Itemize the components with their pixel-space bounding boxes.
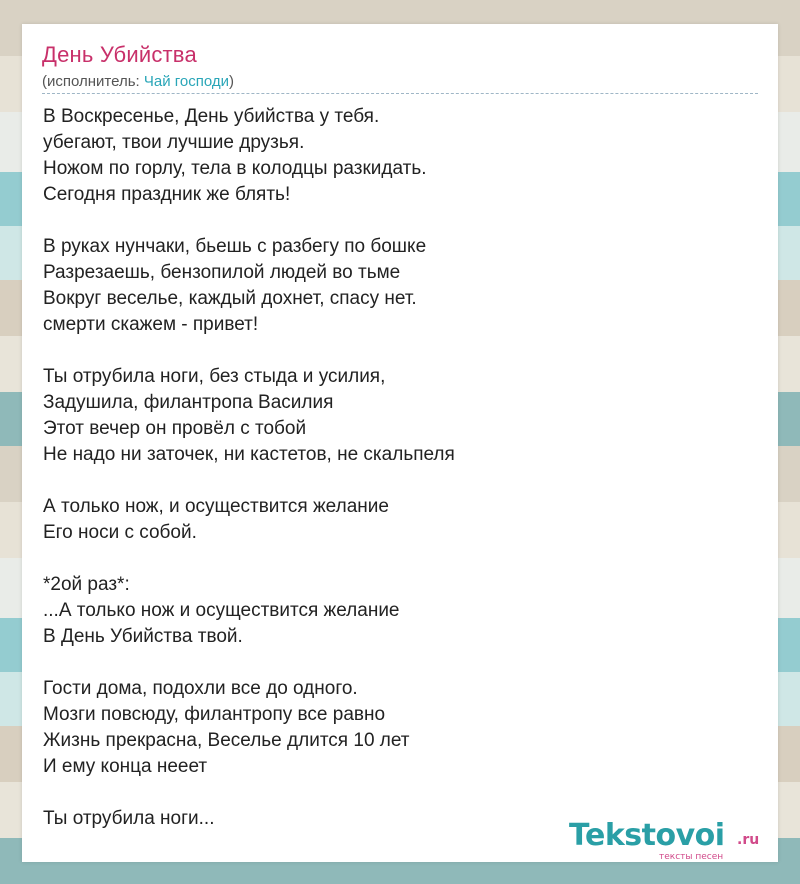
stanza-gap — [43, 208, 743, 234]
artist-prefix: (исполнитель: — [42, 73, 144, 90]
lyric-line: *2ой раз*: — [43, 574, 130, 595]
song-title: День Убийства — [42, 42, 197, 67]
logo-tagline: тексты песен — [659, 852, 724, 862]
logo-domain: .ru — [737, 832, 760, 848]
lyric-line: Жизнь прекрасна, Веселье длится 10 лет — [43, 730, 410, 751]
lyric-line: Мозги повсюду, филантропу все равно — [43, 704, 386, 725]
artist-line — [42, 73, 234, 90]
stanza-gap — [43, 650, 743, 676]
tekstovoi-logo[interactable] — [569, 818, 779, 866]
lyric-line: убегают, твои лучшие друзья. — [43, 132, 305, 153]
logo-wordmark: Tekstovoi — [569, 818, 725, 853]
lyric-line: смерти скажем - привет! — [43, 314, 259, 335]
artist-link[interactable]: Чай господи — [143, 73, 230, 90]
lyrics-body — [43, 104, 743, 832]
stanza-gap — [43, 338, 743, 364]
artist-suffix: ) — [229, 73, 235, 90]
lyric-line: Разрезаешь, бензопилой людей во тьме — [43, 262, 401, 283]
lyric-line: Ты отрубила ноги, без стыда и усилия, — [43, 366, 386, 387]
lyric-line: Сегодня праздник же блять! — [43, 184, 291, 205]
lyric-line: Его носи с собой. — [43, 522, 197, 543]
lyric-line: ...А только нож и осуществится желание — [43, 600, 400, 621]
lyric-line: Задушила, филантропа Василия — [43, 392, 334, 413]
lyric-line: Вокруг веселье, каждый дохнет, спасу нет. — [43, 288, 417, 309]
lyric-line: И ему конца нееет — [43, 756, 208, 777]
lyric-line: А только нож, и осуществится желание — [43, 496, 389, 517]
lyrics-card — [22, 24, 778, 862]
lyric-line: Ты отрубила ноги... — [43, 808, 215, 829]
lyric-line: В руках нунчаки, бьешь с разбегу по бошке — [43, 236, 427, 257]
stanza-gap — [43, 546, 743, 572]
lyric-line: Этот вечер он провёл с тобой — [43, 418, 307, 439]
stanza-gap — [43, 468, 743, 494]
lyric-line: В День Убийства твой. — [43, 626, 243, 647]
lyric-line: Не надо ни заточек, ни кастетов, не скальпеля — [43, 444, 455, 465]
dashed-divider — [42, 93, 758, 94]
lyric-line: Ножом по горлу, тела в колодцы разкидать. — [43, 158, 427, 179]
lyric-line: Гости дома, подохли все до одного. — [43, 678, 358, 699]
stanza-gap — [43, 780, 743, 806]
lyric-line: В Воскресенье, День убийства у тебя. — [43, 106, 380, 127]
